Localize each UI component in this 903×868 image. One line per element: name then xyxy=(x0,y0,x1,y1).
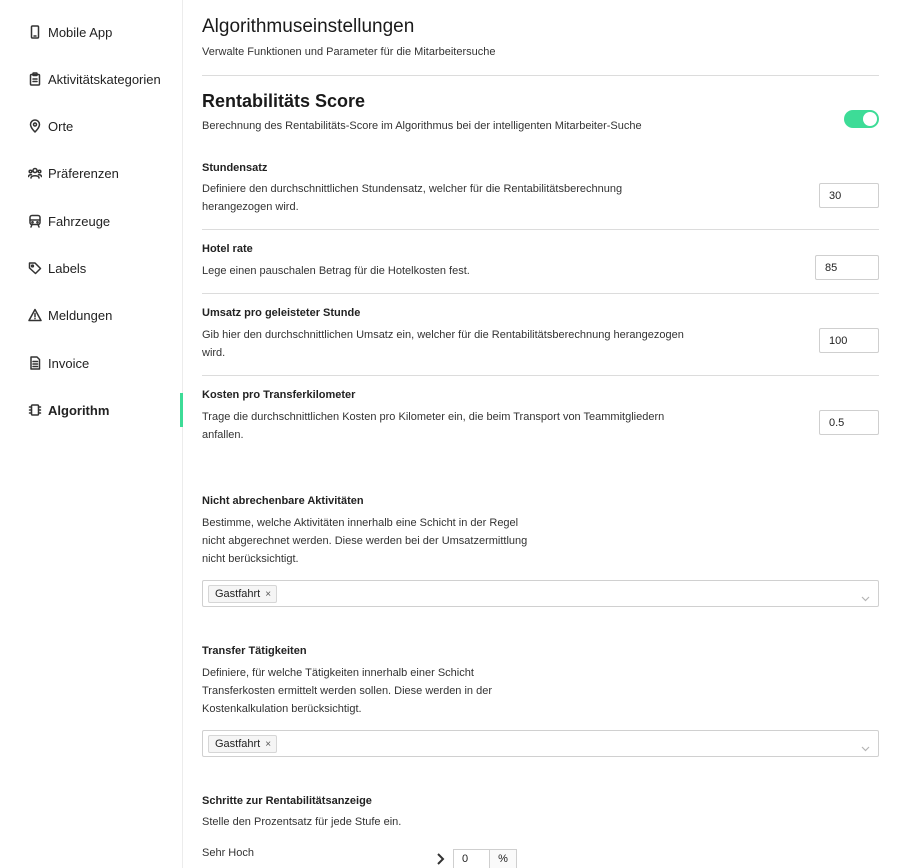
transfer-desc-line: Kostenkalkulation berücksichtigt. xyxy=(202,703,362,715)
sidebar-item-label: Orte xyxy=(48,118,74,134)
tag-remove-icon[interactable]: × xyxy=(265,738,272,750)
stundensatz-desc-line: Definiere den durchschnittlichen Stundensatz, welcher für die Rentabilitätsberechnung xyxy=(202,183,623,195)
sidebar-item-label: Aktivitätskategorien xyxy=(48,71,161,87)
schritte-description: Stelle den Prozentsatz für jede Stufe ein. xyxy=(202,816,402,828)
sidebar-item-label: Meldungen xyxy=(48,307,113,323)
warning-icon xyxy=(28,308,42,322)
document-icon xyxy=(28,356,42,370)
percent-unit: % xyxy=(489,849,517,868)
vehicle-icon xyxy=(28,214,42,228)
sidebar-item-label: Präferenzen xyxy=(48,165,119,181)
sidebar-item-aktivitaetskategorien[interactable] xyxy=(0,62,183,96)
divider xyxy=(202,293,879,294)
sidebar-item-orte[interactable] xyxy=(0,109,183,143)
sidebar-item-algorithm[interactable] xyxy=(0,393,183,427)
tag-remove-icon[interactable]: × xyxy=(265,588,272,600)
stundensatz-desc-line: herangezogen wird. xyxy=(202,201,299,213)
nicht-abrechenbar-desc-line: Bestimme, welche Aktivitäten innerhalb eine Schicht in der Regel xyxy=(202,517,519,529)
divider xyxy=(202,375,879,376)
sidebar-item-praeferenzen[interactable] xyxy=(0,156,183,190)
chevron-down-icon xyxy=(861,740,870,749)
nicht-abrechenbar-desc-line: nicht berücksichtigt. xyxy=(202,553,299,565)
tag-label: Gastfahrt xyxy=(215,588,261,600)
page-title: Algorithmuseinstellungen xyxy=(202,16,415,37)
sidebar-item-meldungen[interactable] xyxy=(0,298,183,332)
transfer-desc-line: Transferkosten ermittelt werden sollen. Diese werden in der xyxy=(202,685,493,697)
tag-icon xyxy=(28,261,42,275)
score-description: Berechnung des Rentabilitäts-Score im Algorithmus bei der intelligenten Mitarbeiter-Suche xyxy=(202,120,642,132)
sidebar-item-invoice[interactable] xyxy=(0,346,183,380)
location-pin-icon xyxy=(28,119,42,133)
schritte-title: Schritte zur Rentabilitätsanzeige xyxy=(202,795,372,807)
page-subtitle: Verwalte Funktionen und Parameter für die Mitarbeitersuche xyxy=(202,46,496,58)
sidebar xyxy=(0,0,183,868)
stundensatz-title: Stundensatz xyxy=(202,162,268,174)
sidebar-item-label: Labels xyxy=(48,260,87,276)
hotel-rate-desc-line: Lege einen pauschalen Betrag für die Hotelkosten fest. xyxy=(202,265,470,277)
clipboard-icon xyxy=(28,72,42,86)
hotel-rate-title: Hotel rate xyxy=(202,243,253,255)
nicht-abrechenbar-title: Nicht abrechenbare Aktivitäten xyxy=(202,495,364,507)
sidebar-item-label: Invoice xyxy=(48,355,90,371)
users-icon xyxy=(28,166,42,180)
sidebar-item-mobile-app[interactable] xyxy=(0,15,183,49)
transfer-title: Transfer Tätigkeiten xyxy=(202,645,307,657)
hotel-rate-input[interactable] xyxy=(815,255,879,280)
transfer-description xyxy=(202,664,562,718)
umsatz-desc-line: Gib hier den durchschnittlichen Umsatz ein, welcher für die Rentabilitätsberechnung herangezogen xyxy=(202,329,684,341)
selected-tag xyxy=(208,585,277,603)
tag-label: Gastfahrt xyxy=(215,738,261,750)
nicht-abrechenbar-select[interactable] xyxy=(202,580,879,607)
umsatz-description xyxy=(202,326,722,362)
divider xyxy=(202,75,879,76)
level-percent-input[interactable] xyxy=(453,849,489,868)
nicht-abrechenbar-desc-line: nicht abgerechnet werden. Diese werden bei der Umsatzermittlung xyxy=(202,535,528,547)
toggle-knob xyxy=(863,112,877,126)
kosten-title: Kosten pro Transferkilometer xyxy=(202,389,356,401)
level-label: Sehr Hoch xyxy=(202,847,254,859)
score-title: Rentabilitäts Score xyxy=(202,91,366,111)
sidebar-item-label: Mobile App xyxy=(48,24,113,40)
sidebar-item-label: Algorithm xyxy=(48,402,110,418)
sidebar-item-fahrzeuge[interactable] xyxy=(0,204,183,238)
umsatz-input[interactable] xyxy=(819,328,879,353)
transfer-select[interactable] xyxy=(202,730,879,757)
divider xyxy=(202,229,879,230)
kosten-input[interactable] xyxy=(819,410,879,435)
umsatz-desc-line: wird. xyxy=(202,347,226,359)
score-toggle[interactable] xyxy=(844,110,879,128)
umsatz-title: Umsatz pro geleisteter Stunde xyxy=(202,307,361,319)
transfer-desc-line: Definiere, für welche Tätigkeiten innerhalb einer Schicht xyxy=(202,667,474,679)
sidebar-item-label: Fahrzeuge xyxy=(48,213,111,229)
stundensatz-input[interactable] xyxy=(819,183,879,208)
stundensatz-description xyxy=(202,180,702,216)
selected-tag xyxy=(208,735,277,753)
kosten-desc-line: anfallen. xyxy=(202,429,244,441)
chevron-right-icon[interactable] xyxy=(435,852,445,866)
kosten-desc-line: Trage die durchschnittlichen Kosten pro Kilometer ein, die beim Transport von Teammitgliedern xyxy=(202,411,665,423)
hotel-rate-description xyxy=(202,262,702,280)
chip-icon xyxy=(28,403,42,417)
nicht-abrechenbar-description xyxy=(202,514,562,568)
chevron-down-icon xyxy=(861,590,870,599)
mobile-icon xyxy=(28,25,42,39)
sidebar-item-labels[interactable] xyxy=(0,251,183,285)
kosten-description xyxy=(202,408,722,444)
